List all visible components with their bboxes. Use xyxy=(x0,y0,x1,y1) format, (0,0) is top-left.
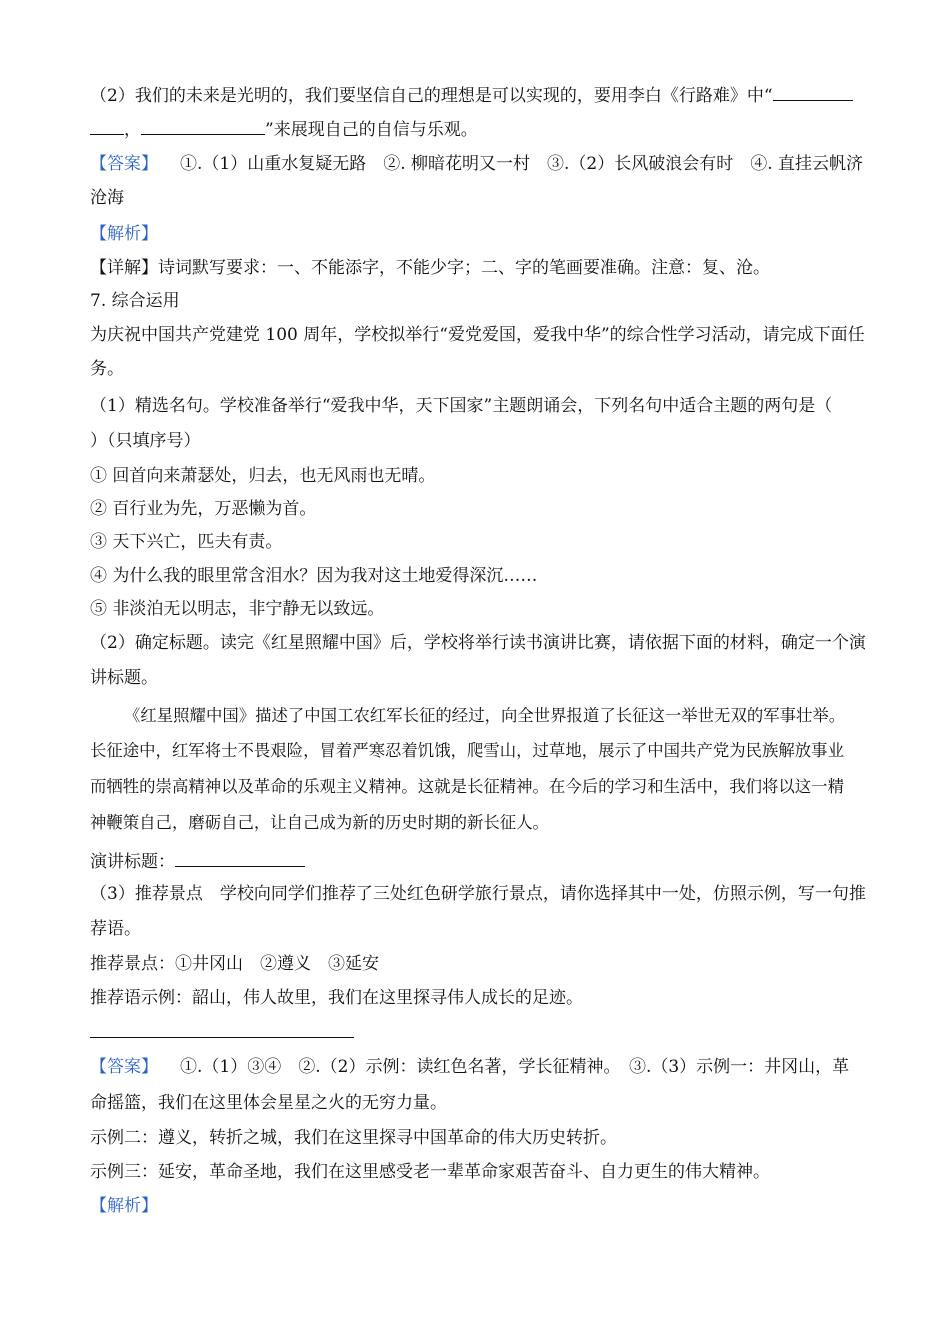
answer-blank[interactable] xyxy=(773,82,853,101)
option-3: ③ 天下兴亡，匹夫有责。 xyxy=(90,532,283,552)
q6-part2-tail: ”来展现自己的自信与乐观。 xyxy=(265,120,478,140)
q7-part1-line1: （1）精选名句。学校准备举行“爱我中华，天下国家”主题朗诵会，下列名句中适合主题的两句是（ xyxy=(90,396,833,416)
q7-part1-line2: ）（只填序号） xyxy=(90,431,201,451)
option-5: ⑤ 非淡泊无以明志，非宁静无以致远。 xyxy=(90,599,385,619)
analysis-tag: 【解析】 xyxy=(90,224,158,244)
q7-answer-line2: 命摇篮，我们在这里体会星星之火的无穷力量。 xyxy=(90,1093,447,1113)
q6-part2-text: （2）我们的未来是光明的，我们要坚信自己的理想是可以实现的，要用李白《行路难》中“ xyxy=(90,86,773,106)
analysis-tag: 【解析】 xyxy=(90,1196,158,1216)
passage-line-4: 神鞭策自己，磨砺自己，让自己成为新的历史时期的新长征人。 xyxy=(90,813,549,832)
speech-title-blank[interactable] xyxy=(175,848,305,867)
passage-line-1: 《红星照耀中国》描述了中国工农红军长征的经过，向全世界报道了长征这一举世无双的军事壮举。 xyxy=(124,706,846,725)
speech-title-label: 演讲标题： xyxy=(90,852,175,872)
recommendation-answer-blank[interactable] xyxy=(90,1037,354,1038)
q6-part2-line1 xyxy=(90,82,853,107)
q7-example-3: 示例三：延安，革命圣地，我们在这里感受老一辈革命家艰苦奋斗、自力更生的伟大精神。 xyxy=(90,1162,770,1182)
passage-line-3: 而牺牲的崇高精神以及革命的乐观主义精神。这就是长征精神。在今后的学习和生活中，我们将以这一精 xyxy=(90,777,844,796)
q6-detail: 【详解】诗词默写要求：一、不能添字，不能少字；二、字的笔画要准确。注意：复、沧。 xyxy=(90,258,770,278)
q7-example-2: 示例二：遵义，转折之城，我们在这里探寻中国革命的伟大历史转折。 xyxy=(90,1128,617,1148)
comma: ， xyxy=(124,120,141,140)
q7-part2-line2: 讲标题。 xyxy=(90,668,158,688)
answer-blank[interactable] xyxy=(141,116,265,135)
answer-tag: 【答案】 xyxy=(90,1057,158,1077)
q7-part3-line2: 荐语。 xyxy=(90,919,141,939)
q7-intro-line1: 为庆祝中国共产党建党 100 周年，学校拟举行“爱党爱国，爱我中华”的综合性学习活动，请完成下面任 xyxy=(90,325,865,345)
speech-title-line xyxy=(90,848,305,873)
answer-blank[interactable] xyxy=(90,116,124,135)
q7-intro-line2: 务。 xyxy=(90,359,124,379)
q7-answer-line1 xyxy=(90,1056,849,1078)
q7-part2-line1: （2）确定标题。读完《红星照耀中国》后，学校将举行读书演讲比赛，请依据下面的材料，确定一个演 xyxy=(90,633,866,653)
q6-answer-line1 xyxy=(90,153,863,175)
answer-tag: 【答案】 xyxy=(90,154,158,174)
option-2: ② 百行业为先，万恶懒为首。 xyxy=(90,499,317,519)
q6-part2-line2 xyxy=(90,116,478,141)
option-1: ① 回首向来萧瑟处，归去，也无风雨也无晴。 xyxy=(90,466,436,486)
q7-part3-line1: （3）推荐景点 学校向同学们推荐了三处红色研学旅行景点，请你选择其中一处，仿照示例，写一句推 xyxy=(90,884,866,904)
option-4: ④ 为什么我的眼里常含泪水？因为我对这土地爱得深沉…… xyxy=(90,566,538,586)
recommended-spots: 推荐景点：①井冈山 ②遵义 ③延安 xyxy=(90,954,379,974)
passage-line-2: 长征途中，红军将士不畏艰险，冒着严寒忍着饥饿，爬雪山，过草地，展示了中国共产党为民族解放事业 xyxy=(90,741,844,760)
q6-answer-text: ①.（1）山重水复疑无路 ②. 柳暗花明又一村 ③.（2）长风破浪会有时 ④. 直挂云帆济 xyxy=(180,154,864,174)
recommendation-example: 推荐语示例：韶山，伟人故里，我们在这里探寻伟人成长的足迹。 xyxy=(90,988,583,1008)
q7-heading: 7. 综合运用 xyxy=(90,291,180,311)
q7-answer-text: ①.（1）③④ ②.（2）示例：读红色名著，学长征精神。 ③.（3）示例一：井冈山，革 xyxy=(180,1057,850,1077)
q6-answer-line2: 沧海 xyxy=(90,188,124,208)
